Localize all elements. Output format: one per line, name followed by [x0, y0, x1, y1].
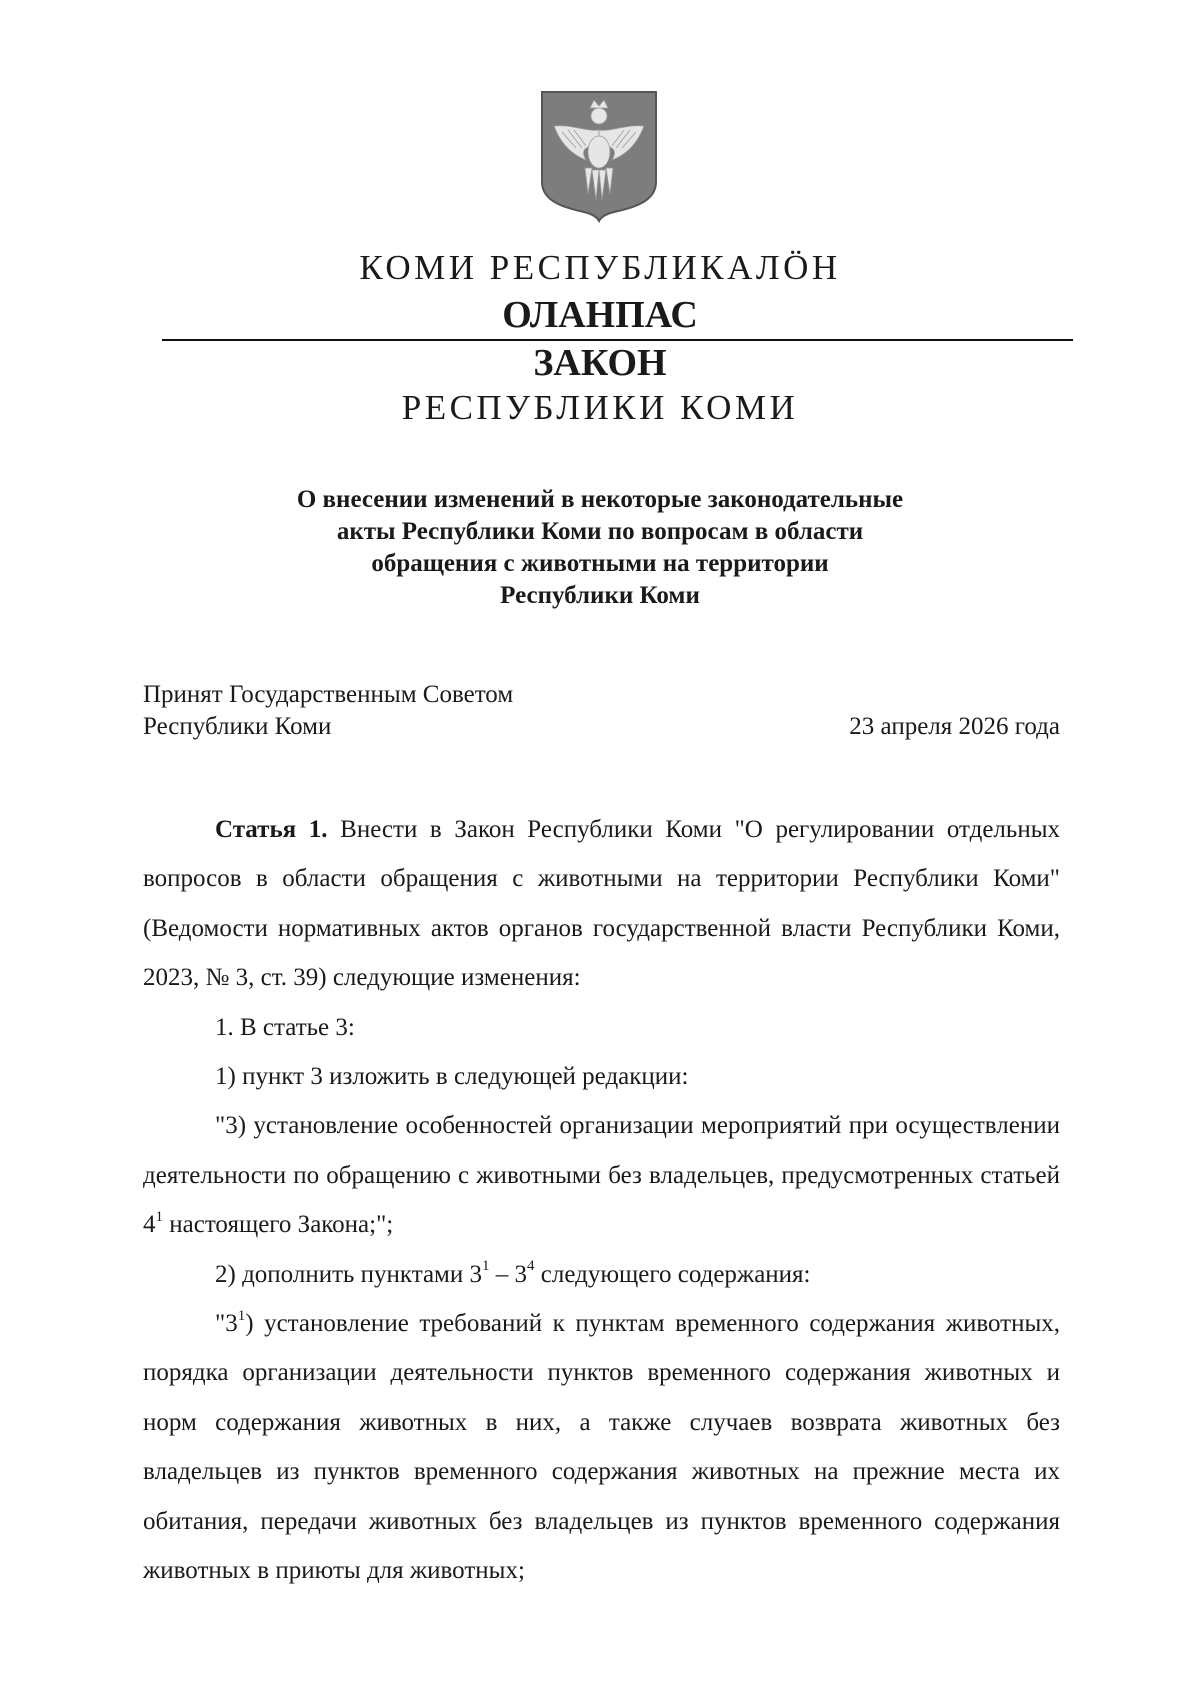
superscript: 4 [527, 1258, 535, 1275]
adoption-block [143, 711, 1060, 743]
article-heading: Статья 1. [215, 816, 328, 843]
header-law-komi: ОЛАНПАС [502, 294, 698, 336]
header-republic-ru: РЕСПУБЛИКИ КОМИ [401, 388, 799, 427]
law-title [0, 484, 1200, 612]
item-1-paragraph: 1. В статье 3: [215, 1013, 355, 1041]
article-body [143, 805, 1060, 1596]
komi-coat-of-arms-emblem [540, 90, 658, 223]
subitem-2-text-end: следующего содержания: [534, 1260, 811, 1288]
quote-item-3-paragraph [143, 1101, 1060, 1249]
adoption-line-2: Республики Коми [143, 713, 332, 740]
superscript: 1 [237, 1307, 246, 1324]
law-title-line: О внесении изменений в некоторые законодательные [296, 486, 904, 513]
subitem-2-text: 2) дополнить пунктами 3 [215, 1260, 483, 1288]
quote-item-3-text-end: настоящего Закона;"; [163, 1211, 394, 1239]
superscript: 1 [482, 1258, 490, 1275]
subitem-1-paragraph: 1) пункт 3 изложить в следующей редакции: [215, 1063, 689, 1091]
header-law-ru: ЗАКОН [533, 342, 667, 384]
adoption-date: 23 апреля 2026 года [849, 713, 1060, 740]
subitem-2-dash: – 3 [489, 1260, 528, 1288]
header-komi-republic: КОМИ РЕСПУБЛИКАЛӦН [359, 248, 841, 287]
quote-item-3-1-start: "3 [215, 1310, 238, 1338]
article-intro-text: Внести в Закон Республики Коми "О регулировании отдельных вопросов в области обращения с животными на территории Республики Коми" (Ведомости нормативных актов органов государственной власти Республики Коми, 2023, № 3, ст. 39) следующие изменения: [143, 816, 1060, 992]
quote-item-3-1-paragraph [143, 1299, 1060, 1595]
article-intro-paragraph [143, 805, 1060, 1003]
quote-item-3-1-text: ) установление требований к пунктам временного содержания животных, порядка организации деятельности пунктов временного содержания животных и норм содержания животных в них, а также случаев возврата животных без владельцев из пунктов временного содержания животных на прежние места их обитания, передачи животных без владельцев из пунктов временного содержания животных в приюты для животных; [143, 1310, 1060, 1585]
quote-item-3-text: "3) установление особенностей организации мероприятий при осуществлении деятельности по обращению с животными без владельцев, предусмотренных статьей 4 [143, 1112, 1060, 1239]
law-title-line: Республики Коми [500, 582, 700, 609]
subitem-2-paragraph [143, 1250, 1060, 1299]
law-title-line: акты Республики Коми по вопросам в области [336, 518, 864, 545]
law-title-line: обращения с животными на территории [371, 550, 829, 577]
adoption-line-1: Принят Государственным Советом [143, 681, 514, 708]
superscript: 1 [155, 1208, 163, 1225]
